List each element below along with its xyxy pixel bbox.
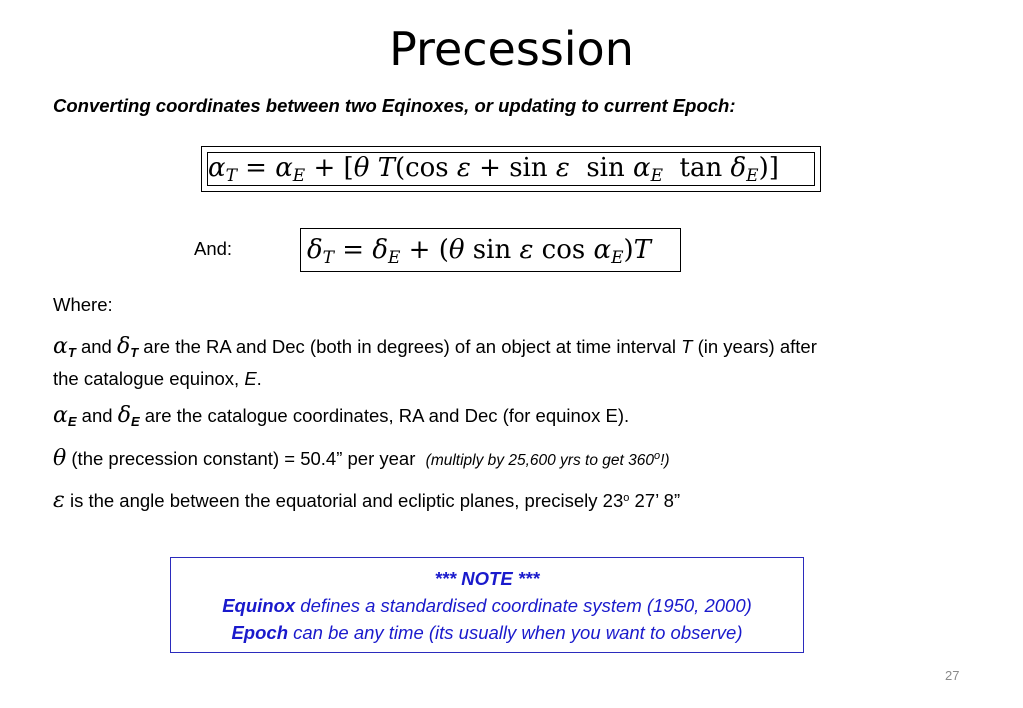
precession-note (426, 452, 670, 469)
alpha-sub: E (67, 414, 77, 429)
note-sup: o (653, 450, 661, 462)
delta-symbol: δ (117, 403, 131, 428)
line1-text-c: the catalogue equinox, (53, 368, 245, 389)
and-label: And: (194, 238, 233, 259)
definition-alpha-e (53, 403, 629, 435)
line1-E: E (244, 368, 257, 389)
line2-text: are the catalogue coordinates, RA and Dec (for equinox E). (139, 405, 630, 426)
alpha-symbol: α (53, 334, 68, 359)
alpha-sub: T (67, 345, 76, 360)
note-equinox-line (171, 592, 803, 619)
formula-delta-text: $\delta_T = \delta_E + (\theta$ sin ε $\cos \alpha_E)T$ (307, 235, 651, 268)
line1-T: T (681, 336, 693, 357)
formula-alpha (201, 146, 821, 192)
page-number: 27 (945, 668, 960, 683)
alpha-symbol: α (53, 403, 68, 428)
and-word: and (75, 336, 117, 357)
note-heading: *** NOTE *** (434, 568, 540, 589)
note-a: (multiply by 25,600 yrs to get 360 (425, 452, 654, 469)
note-box (170, 557, 804, 653)
formula-alpha-text: $\alpha_T = \alpha_E + [\theta$ T(cos ε + sin ε $\sin \alpha_E$ $\tan \delta_E$)] (208, 153, 779, 186)
equinox-word: Equinox (222, 595, 296, 616)
definition-theta (53, 443, 670, 474)
epoch-word: Epoch (231, 622, 288, 643)
formula-delta (300, 228, 681, 272)
note-epoch-line (171, 619, 803, 646)
slide-subtitle: Converting coordinates between two Eqinoxes, or updating to current Epoch: (53, 95, 736, 116)
theta-symbol: θ (53, 446, 67, 471)
slide-title: Precession (389, 22, 634, 76)
and-word: and (76, 405, 118, 426)
definition-alpha-t (53, 334, 953, 392)
where-label: Where: (53, 294, 113, 315)
equinox-text: defines a standardised coordinate system (1950, 2000) (295, 595, 752, 616)
delta-symbol: δ (116, 334, 131, 359)
delta-sub: T (130, 345, 139, 360)
line4-text-a: is the angle between the equatorial and ecliptic planes, precisely 23 (64, 490, 624, 511)
line1-text-a: are the RA and Dec (both in degrees) of an object at time interval (138, 336, 682, 357)
line1-text-b: (in years) after (692, 336, 817, 357)
delta-sub: E (130, 414, 140, 429)
epsilon-symbol: ε (53, 488, 65, 513)
line4-text-b: 27’ 8” (629, 490, 681, 511)
line3-text: (the precession constant) = 50.4” per year (66, 448, 416, 469)
line4-sup: o (623, 492, 630, 504)
epoch-text: can be any time (its usually when you want to observe) (288, 622, 743, 643)
note-b: !) (660, 452, 670, 469)
definition-epsilon (53, 485, 680, 514)
line1-end: . (256, 368, 262, 389)
